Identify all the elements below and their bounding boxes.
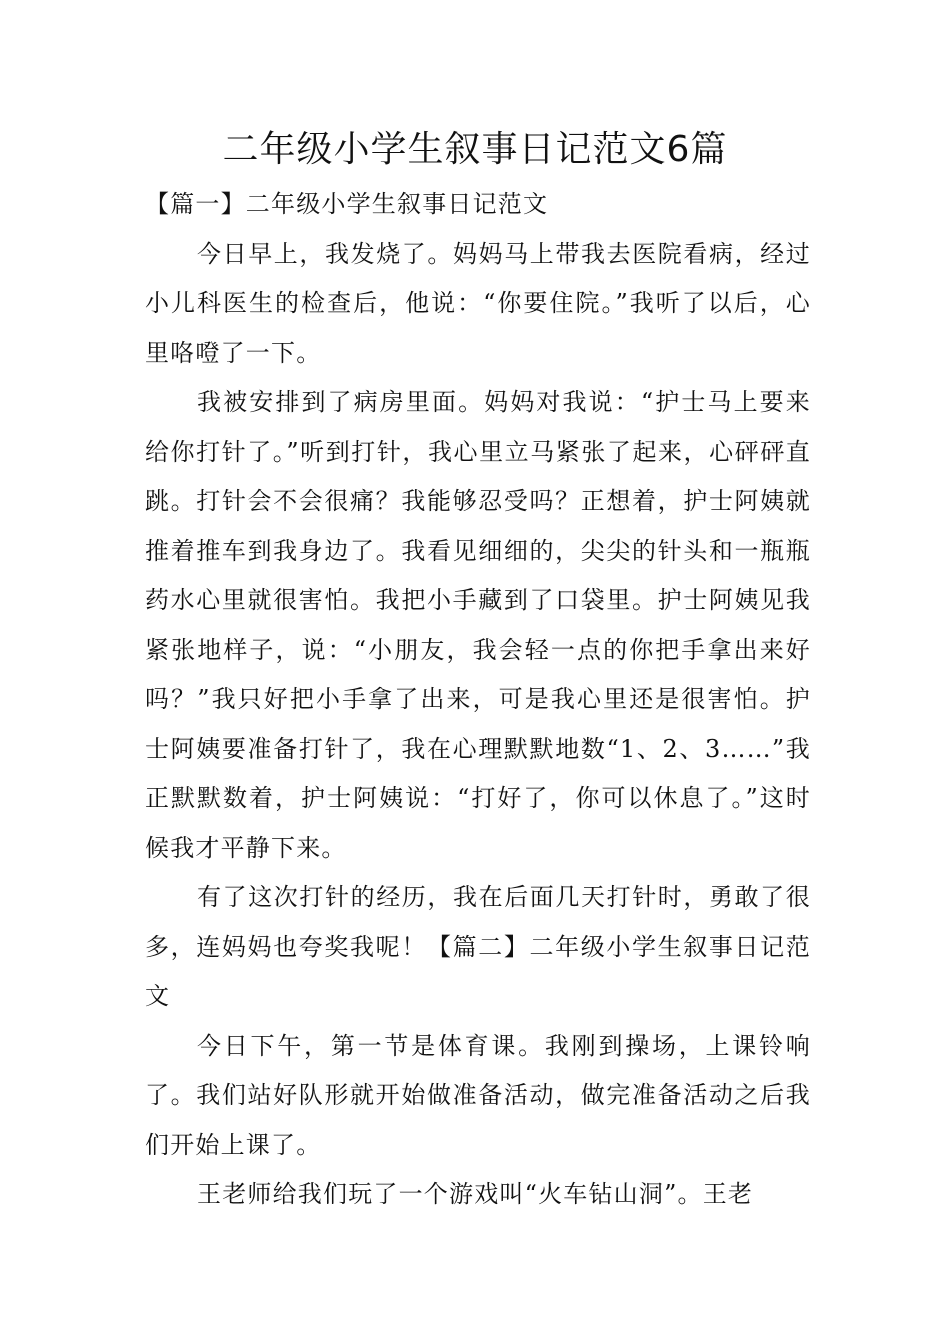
- paragraph: 有了这次打针的经历，我在后面几天打针时，勇敢了很多，连妈妈也夸奖我呢！【篇二】二年级小学生叙事日记范文: [145, 883, 811, 1010]
- document-body: [145, 180, 811, 1220]
- paragraph: 我被安排到了病房里面。妈妈对我说：“护士马上要来给你打针了。”听到打针，我心里立马紧张了起来，心砰砰直跳。打针会不会很痛？我能够忍受吗？正想着，护士阿姨就推着推车到我身边了。我看见细细的，尖尖的针头和一瓶瓶药水心里就很害怕。我把小手藏到了口袋里。护士阿姨见我紧张地样子，说：“小朋友，我会轻一点的你把手拿出来好吗？”我只好把小手拿了出来，可是我心里还是很害怕。护士阿姨要准备打针了，我在心理默默地数“1、2、3……”我正默默数着，护士阿姨说：“打好了，你可以休息了。”这时候我才平静下来。: [145, 388, 811, 862]
- document-title: 二年级小学生叙事日记范文6篇: [222, 129, 728, 170]
- section-heading: 【篇一】二年级小学生叙事日记范文: [145, 190, 549, 218]
- paragraph: 王老师给我们玩了一个游戏叫“火车钻山洞”。王老: [197, 1180, 754, 1208]
- paragraph: 今日下午，第一节是体育课。我刚到操场，上课铃响了。我们站好队形就开始做准备活动，做完准备活动之后我们开始上课了。: [145, 1031, 811, 1159]
- paragraph: 今日早上，我发烧了。妈妈马上带我去医院看病，经过小儿科医生的检查后，他说：“你要住院。”我听了以后，心里咯噔了一下。: [145, 239, 811, 367]
